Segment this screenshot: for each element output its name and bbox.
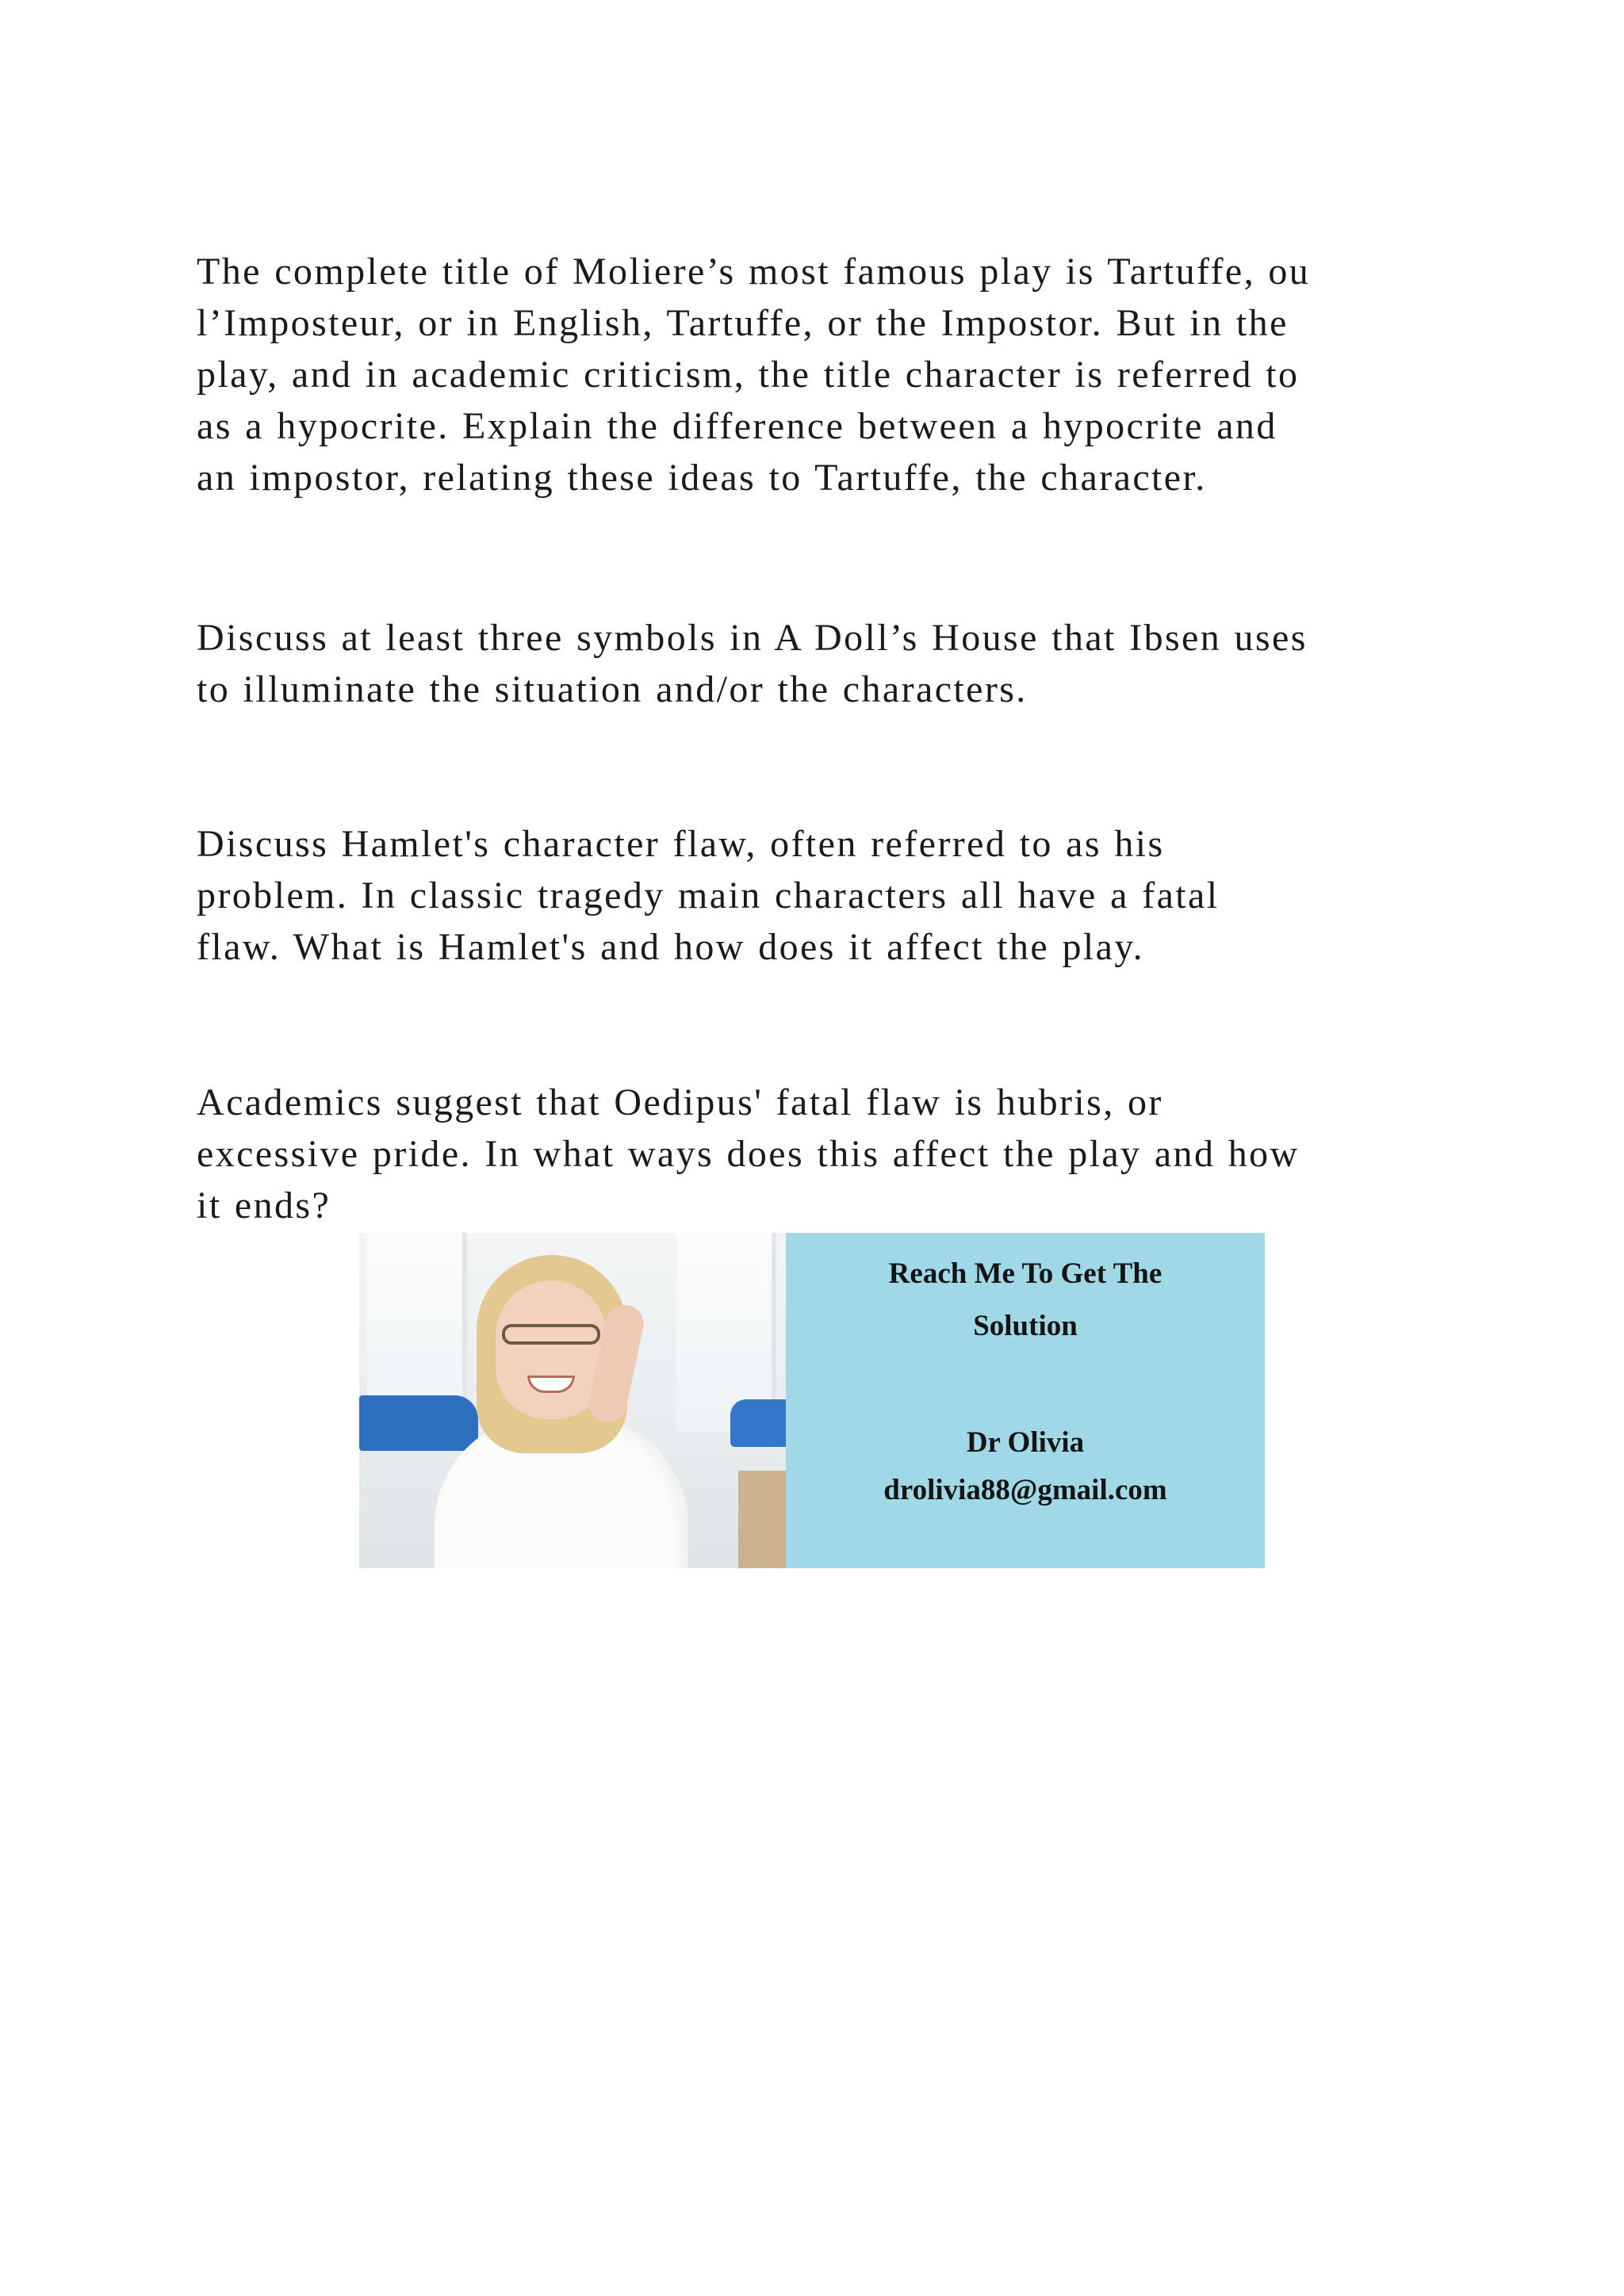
banner-heading-line2: Solution xyxy=(973,1310,1078,1342)
contact-banner xyxy=(359,1233,1265,1568)
contact-info-panel xyxy=(786,1233,1265,1568)
question-dolls-house: Discuss at least three symbols in A Doll’s House that Ibsen uses to illuminate the situation and/or the characters. xyxy=(197,617,1308,710)
contact-email[interactable]: drolivia88@gmail.com xyxy=(883,1474,1167,1506)
woman-with-glasses-photo xyxy=(359,1233,786,1568)
glasses-icon xyxy=(502,1324,600,1345)
blue-chair xyxy=(359,1395,478,1451)
desk xyxy=(738,1471,786,1568)
contact-name: Dr Olivia xyxy=(966,1426,1085,1459)
question-tartuffe: The complete title of Moliere’s most famous play is Tartuffe, ou l’Imposteur, or in English, Tartuffe, or the Impostor. But in the play, and in academic criticism, the title character is referred to as a hypocrite. Explain the difference between a hypocrite and an impostor, relating these ideas to Tartuffe, the character. xyxy=(197,251,1311,499)
banner-heading-line1: Reach Me To Get The xyxy=(888,1257,1162,1290)
question-hamlet: Discuss Hamlet's character flaw, often referred to as his problem. In classic tragedy main characters all have a fatal flaw. What is Hamlet's and how does it affect the play. xyxy=(197,823,1220,968)
question-oedipus: Academics suggest that Oedipus' fatal flaw is hubris, or excessive pride. In what ways does this affect the play and how it ends? xyxy=(197,1081,1300,1226)
blue-chair xyxy=(730,1399,786,1447)
